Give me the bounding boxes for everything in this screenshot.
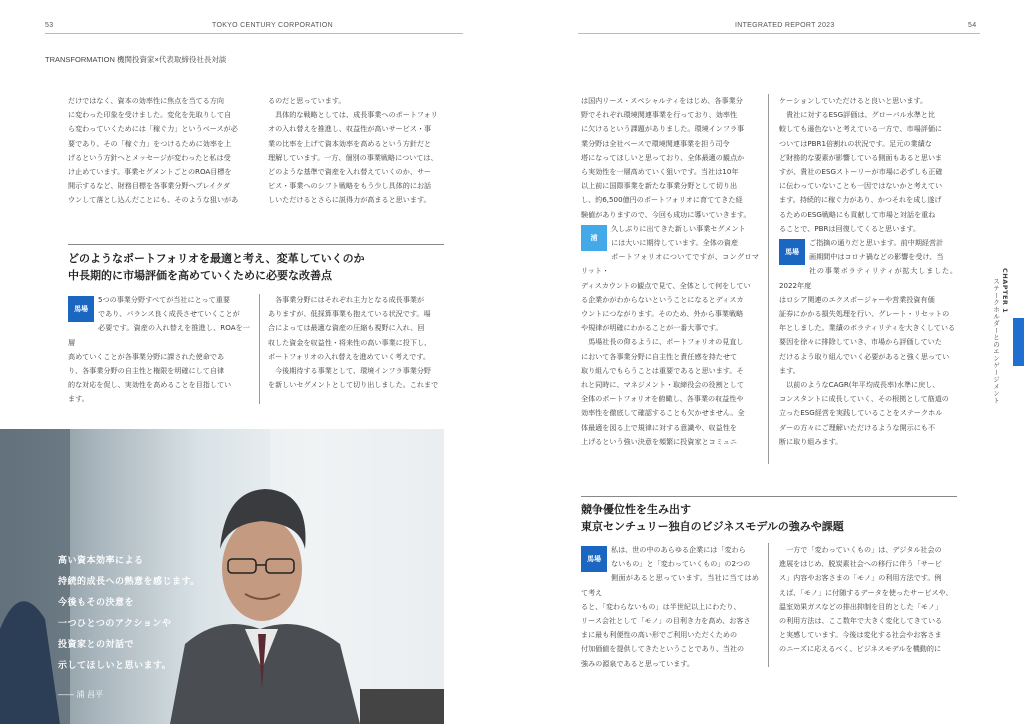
text-line: し、約6,500億円のポートフォリオに育ててきた経 [581, 195, 743, 205]
quote-line-6: 示してほしいと思います。 [58, 661, 172, 671]
text-line: 馬場社長の仰るように、ポートフォリオの見直し [581, 337, 744, 347]
text-line: ます。持続的に稼ぐ力があり、かつそれを成し遂げ [779, 195, 942, 205]
text-line: 理解しています。一方、個別の事業戦略については、 [268, 152, 438, 162]
text-line: るためのESG戦略にも貢献して市場と対話を重ね [779, 209, 936, 219]
left-heading-rule [68, 244, 444, 245]
text-line: えば、「モノ」に付随するデータを使ったサービスや、 [779, 587, 953, 597]
text-line: 塔になってほしいと思っており、全体最適の観点か [581, 152, 745, 162]
text-line: ると、「変わらないもの」は半世紀以上にわたり、 [581, 601, 741, 611]
text-line: と実感しています。今後は変化する社会やお客さま [779, 630, 942, 640]
text-line: だけではなく、資本の効率性に焦点を当てる方向 [68, 96, 224, 105]
text-line: 較しても遜色ないと考えている一方で、市場評価に [779, 124, 943, 134]
chapter-label: CHAPTER 1 [1001, 268, 1009, 314]
text-line: しいただけるとさらに説得力が高まると思います。 [268, 195, 431, 205]
right-top-column-2 [779, 94, 957, 449]
pull-quote [58, 551, 258, 677]
text-line: を新しいセグメントとして切り出しました。これまで [268, 380, 439, 390]
text-line: 久しぶりに出てきた新しい事業セグメント [611, 223, 746, 233]
text-line: 要因を徐々に排除していき、市場から評価していた [779, 337, 942, 347]
right-heading-line-2: 東京センチュリー独自のビジネスモデルの強みや課題 [581, 520, 844, 533]
speaker-badge-ura: 浦 [581, 225, 607, 251]
quote-line-4: 一つひとつのアクションや [58, 619, 172, 629]
right-page-number: 54 [968, 22, 977, 29]
left-running-title: TOKYO CENTURY CORPORATION [212, 22, 333, 29]
text-line: 体最適を図る上で規律に対する意識や、収益性を [581, 422, 737, 432]
text-line: であり、バランス良く成長させていくことが [98, 309, 240, 319]
text-line: 業の比率を上げて資本効率を高めるという方針だと [268, 138, 432, 148]
text-line: け止めています。事業セグメントごとのROA目標を [68, 167, 232, 177]
text-line: 社の事業ボラティリティが拡大しました。2022年度 [779, 266, 957, 290]
text-line: に変わった印象を受けました。変化を先取りして自 [68, 110, 232, 120]
quote-attribution: ―― 浦 昌平 [58, 690, 104, 699]
text-line: 高めていくことが各事業分野に課された使命であ [68, 351, 225, 361]
text-line: 験値がありますので、今回も成功に導いていきます。 [581, 209, 751, 219]
text-line: ることで、PBRは回復してくると思います。 [779, 223, 921, 233]
text-line: には大いに期待しています。全体の資産 [611, 238, 739, 248]
text-line: れと同時に、マネジメント・取締役会の役割として [581, 380, 744, 390]
right-bottom-divider [768, 543, 769, 667]
text-line: 要であり、その「稼ぐ力」をつけるために効率を上 [68, 138, 232, 148]
speaker-badge-baba-3: 馬場 [581, 546, 607, 572]
text-line: ディスカウントの観点で見て、全体として何をしてい [581, 280, 751, 290]
quote-line-3: 今後もその決意を [58, 598, 135, 608]
section-label: TRANSFORMATION 機関投資家×代表取締役社長対談 [45, 55, 227, 64]
text-line: ありますが、低採算事業も抱えている状況です。場 [268, 309, 431, 319]
text-line: 効率性を徹底して確認することも欠かせません。全 [581, 408, 745, 418]
text-line: 貴社に対するESG評価は、グローバル水準と比 [779, 110, 936, 120]
left-heading-line-2: 中長期的に市場評価を高めていくために必要な改善点 [68, 269, 332, 282]
text-line: オの入れ替えを推進し、収益性が高いサービス・事 [268, 124, 432, 134]
text-line: ダーの方々にご理解いただけるような開示にも不 [779, 422, 936, 432]
text-line: ケーションしていただけると良いと思います。 [779, 96, 928, 105]
text-line: ポートフォリオの入れ替えを進めていく考えです。 [268, 351, 430, 361]
header-rule-right [578, 33, 980, 34]
text-line: 私は、世の中のあらゆる企業には「変わら [611, 545, 746, 554]
text-line: のニーズに応えるべく、ビジネスモデルを機動的に [779, 644, 942, 654]
text-line: ついてはPBR1倍割れの状況です。足元の業績な [779, 138, 932, 148]
text-line: 開示するなど、財務目標を各事業分野へブレイクダ [68, 181, 231, 191]
text-line: 温室効果ガスなどの排出抑制を目的とした「モノ」 [779, 601, 943, 611]
text-line: る企業かがわからないということになるとディスカ [581, 294, 744, 304]
text-line: の利用方法は、ここ数年で大きく変化してきている [779, 616, 943, 626]
text-line: コンスタントに成長していく、その根拠として筋道の [779, 394, 949, 404]
right-running-title: INTEGRATED REPORT 2023 [735, 22, 835, 29]
text-line: 断に取り組みます。 [779, 436, 843, 446]
text-line: 合によっては最適な資産の圧縮も視野に入れ、回 [268, 323, 425, 333]
text-line: だけるよう取り組んでいく必要があると強く思ってい [779, 351, 950, 361]
text-line: ウントにつながります。そのため、外から事業戦略 [581, 309, 744, 319]
text-line: 具体的な戦略としては、成長事業へのポートフォリ [268, 110, 438, 120]
text-line: 取り組んでもらうことは重要であると思います。そ [581, 365, 744, 375]
right-top-column-1 [581, 94, 759, 449]
text-line: ス」内容やお客さまの「モノ」の利用方法です。例 [779, 573, 942, 583]
left-heading-line-1: どのようなポートフォリオを最適と考え、変革していくのか [68, 252, 365, 265]
left-page-number: 53 [45, 22, 54, 29]
text-line: 全体のポートフォリオを俯瞰し、各事業の収益性や [581, 394, 744, 404]
text-line: 一方で「変わっていくもの」は、デジタル社会の [779, 545, 942, 554]
text-line: に伝わっていないことも一因ではないかと考えてい [779, 181, 943, 191]
header-rule-left [45, 33, 463, 34]
right-heading-rule [581, 496, 957, 497]
text-line: 付加価値を提供してきたということであり、当社の [581, 644, 745, 654]
text-line: ら変わっていくためには「稼ぐ力」というベースが必 [68, 124, 238, 134]
text-line: 各事業分野にはそれぞれ主力となる成長事業が [268, 295, 425, 304]
text-line: り、各事業分野の自主性と権限を明確にして自律 [68, 366, 225, 376]
text-line: 強みの源泉であると思っています。 [581, 658, 694, 668]
text-line: 側面があると思っています。当社に当てはめて考え [581, 573, 759, 597]
text-line: 必要です。資産の入れ替えを推進し、ROAを一層 [68, 323, 250, 347]
text-line: ないもの」と「変わっていくもの」の2つの [611, 559, 751, 569]
text-line: において各事業分野に自主性と責任感を持たせて [581, 351, 738, 361]
text-line: ポートフォリオについてですが、コングロマリット・ [581, 252, 759, 276]
text-line: るのだと思っています。 [268, 96, 346, 105]
text-line: 5つの事業分野すべてが当社にとって重要 [98, 295, 230, 304]
text-line: 以前のようなCAGR(年平均成長率)水準に戻し、 [779, 380, 940, 390]
text-line: 証券にかかる損失処理を行い、グレート・リセットの [779, 309, 950, 319]
left-mid-divider [259, 294, 260, 404]
right-heading-line-1: 競争優位性を生み出す [581, 503, 691, 516]
text-line: は国内リース・スペシャルティをはじめ、各事業分 [581, 96, 743, 105]
chapter-tab-marker [1013, 318, 1024, 366]
text-line: 収した資金を収益性・将来性の高い事業に投下し、 [268, 337, 432, 347]
quote-line-5: 投資家との対話で [58, 640, 135, 650]
text-line: ウンして落とし込んだことにも、そのような狙いがあ [68, 195, 239, 205]
text-line: ビス・事業へのシフト戦略をもう少し具体的にお話 [268, 181, 432, 191]
left-top-column-2 [268, 94, 446, 208]
left-section-heading [68, 250, 448, 284]
text-line: に欠けるという課題がありました。環境インフラ事 [581, 124, 745, 134]
text-line: 以上前に国際事業を新たな事業分野として切り出 [581, 181, 738, 191]
right-top-divider [768, 94, 769, 464]
text-line: はロシア関連のエクスポージャーや営業投資有価 [779, 294, 935, 304]
text-line: 業分野は全社ベースで環境関連事業を担う司令 [581, 138, 730, 148]
text-line: ご指摘の通りだと思います。前中期経営計 [809, 238, 944, 248]
speaker-badge-baba: 馬場 [68, 296, 94, 322]
right-bottom-column-1 [581, 543, 759, 671]
text-line: まに最も利便性の高い形でご利用いただくための [581, 630, 738, 640]
right-bottom-column-2 [779, 543, 957, 657]
text-line: ら実効性を一層高めていく狙いです。当社は10年 [581, 167, 739, 177]
text-line: 立ったESG経営を実践していることをステークホル [779, 408, 943, 418]
right-section-heading [581, 501, 961, 535]
text-line: げるという方針へとメッセージが変わったと私は受 [68, 152, 231, 162]
text-line: 的な対応を促し、実効性を高めることを目指してい [68, 380, 232, 390]
text-line: 野でそれぞれ環境関連事業を行っており、効率性 [581, 110, 738, 120]
quote-line-2: 持続的成長への熱意を感じます。 [58, 577, 200, 587]
text-line: 上げるという強い決意を頻繁に投資家とコミュニ [581, 436, 737, 446]
left-top-column-1 [68, 94, 250, 208]
text-line: ど財務的な要素が影響している側面もあると思いま [779, 152, 943, 162]
text-line: すが、貴社のESGストーリーが市場に必ずしも正確 [779, 167, 943, 177]
left-mid-column-1 [68, 293, 250, 407]
text-line: 画期間中はコロナ禍などの影響を受け、当 [809, 252, 944, 262]
text-line: リース会社として「モノ」の目利き力を高め、お客さ [581, 616, 751, 626]
text-line: 年としました。業績のボラティリティを大きくしている [779, 323, 956, 333]
text-line: や規律が明確にわかることが一番大事です。 [581, 323, 723, 333]
quote-line-1: 高い資本効率による [58, 556, 144, 566]
text-line: 進展をはじめ、脱炭素社会への移行に伴う「サービ [779, 559, 942, 569]
left-mid-column-2 [268, 293, 446, 392]
text-line: ます。 [68, 394, 89, 404]
text-line: どのような基準で資産を入れ替えていくのか、サー [268, 167, 432, 177]
text-line: ます。 [779, 365, 800, 375]
chapter-subtitle: ステークホルダーとのエンゲージメント [992, 278, 1000, 404]
text-line: 今後期待する事業として、環境インフラ事業分野 [268, 366, 432, 376]
speaker-badge-baba-2: 馬場 [779, 239, 805, 265]
